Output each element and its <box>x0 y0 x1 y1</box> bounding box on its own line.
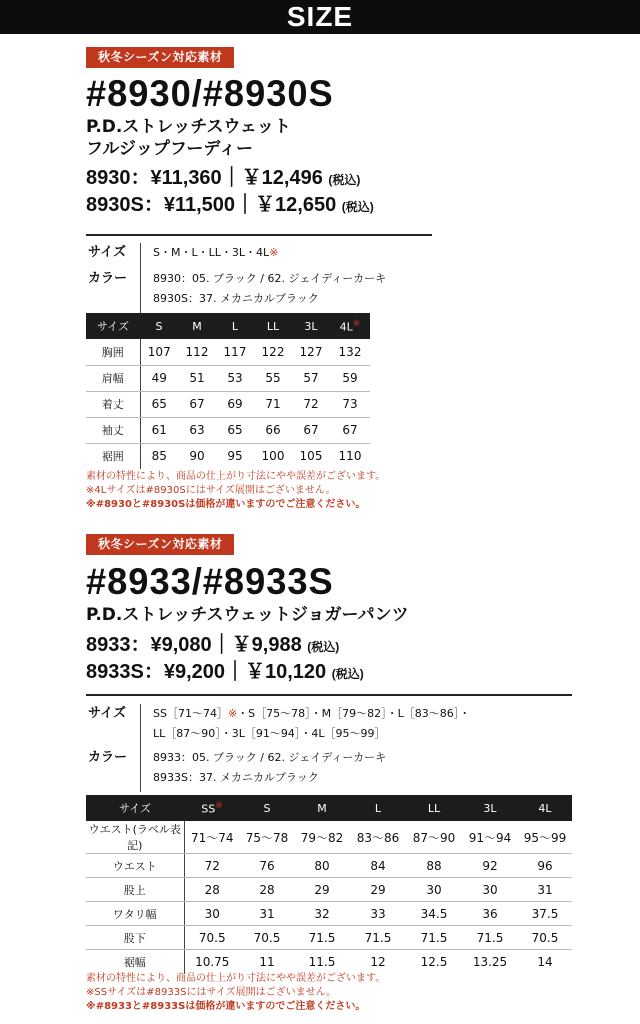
price-line-8930 <box>86 166 586 193</box>
table-cell: 36 <box>462 902 518 926</box>
table-cell: 72 <box>184 854 240 878</box>
table-cell: 73 <box>330 391 370 417</box>
table-row <box>86 854 572 878</box>
table-cell: 29 <box>350 878 406 902</box>
size-column-header <box>518 795 572 821</box>
model-number: #8933/#8933S <box>86 561 334 602</box>
color-label: カラー <box>86 269 141 313</box>
product-section-8933 <box>86 533 586 687</box>
row-label: 股上 <box>86 878 184 902</box>
table-cell: 75〜78 <box>240 821 294 854</box>
product-name-line1: P.D.ストレッチスウェット <box>86 117 291 137</box>
table-cell: 71 <box>254 391 292 417</box>
column-mark: ※ <box>215 800 223 811</box>
table-cell: 84 <box>350 854 406 878</box>
note-line: ※SSサイズは#8933Sにはサイズ展開はございません。 <box>86 987 337 998</box>
table-cell: 34.5 <box>406 902 462 926</box>
table-cell: 30 <box>406 878 462 902</box>
table-cell: 95 <box>227 449 243 464</box>
row-label: 裾囲 <box>86 443 140 469</box>
table-cell: 71.5 <box>406 926 462 950</box>
table-cell: 96 <box>518 854 572 878</box>
column-label: 4L <box>339 320 353 334</box>
table-cell: 71.5 <box>294 926 350 950</box>
size-column-header <box>140 313 178 339</box>
color-line: 8930S：37. メカニカルブラック <box>153 292 319 305</box>
column-label: 3L <box>304 319 318 333</box>
color-values <box>141 269 386 313</box>
table-cell: 117 <box>216 339 254 365</box>
table-cell: 70.5 <box>518 926 572 950</box>
size-list-1: ・S［75〜78］・M［79〜82］・L［83〜86］・ <box>237 707 471 720</box>
price-line-8933 <box>86 633 586 660</box>
table-cell: 95〜99 <box>518 821 572 854</box>
color-spec-row <box>86 748 572 792</box>
row-label: 着丈 <box>86 391 140 417</box>
note-line-warning: ※#8930と#8930Sは価格が違いますのでご注意ください。 <box>86 499 366 510</box>
table-cell: 37.5 <box>518 902 572 926</box>
size-mark: ※ <box>269 246 279 259</box>
table-cell: 67 <box>292 417 330 443</box>
tax-label: (税込) <box>331 667 364 681</box>
color-line: 8933：05. ブラック / 62. ジェイディーカーキ <box>153 751 387 764</box>
size-list-2: LL［87〜90］・3L［91〜94］・4L［95〜99］ <box>153 727 386 740</box>
table-cell: 31 <box>518 878 572 902</box>
size-spec-row <box>86 236 432 269</box>
table-row <box>86 339 370 365</box>
note-line: ※4Lサイズは#8930Sにはサイズ展開はございません。 <box>86 485 336 496</box>
table-cell: 70.5 <box>240 926 294 950</box>
spec-block-8930 <box>86 230 432 313</box>
table-cell: 71.5 <box>462 926 518 950</box>
size-table-8930 <box>86 313 370 469</box>
table-cell: 31 <box>240 902 294 926</box>
row-label: 肩幅 <box>86 365 140 391</box>
table-cell: 29 <box>294 878 350 902</box>
note-line: 素材の特性により、商品の仕上がり寸法にやや誤差がございます。 <box>86 471 386 482</box>
column-label: S <box>155 319 163 333</box>
tax-label: (税込) <box>341 200 374 214</box>
row-label: 裾幅 <box>86 950 184 974</box>
table-cell: 85 <box>151 449 167 464</box>
table-cell: 57 <box>292 365 330 391</box>
table-cell: 55 <box>254 365 292 391</box>
table-cell: 33 <box>350 902 406 926</box>
table-cell: 12.5 <box>420 954 448 969</box>
size-column-header <box>254 313 292 339</box>
table-cell: 83〜86 <box>350 821 406 854</box>
table-cell: 49 <box>140 365 178 391</box>
table-row <box>86 902 572 926</box>
table-cell: 30 <box>184 902 240 926</box>
table-cell: 65 <box>216 417 254 443</box>
size-column-header <box>330 313 370 339</box>
table-cell: 67 <box>178 391 216 417</box>
table-cell: 87〜90 <box>406 821 462 854</box>
season-badge: 秋冬シーズン対応素材 <box>86 47 234 68</box>
color-spec-row <box>86 269 432 313</box>
table-cell: 132 <box>330 339 370 365</box>
size-list: S・M・L・LL・3L・4L <box>153 246 270 259</box>
column-label: L <box>374 801 382 815</box>
row-label: ワタリ幅 <box>86 902 184 926</box>
table-row <box>86 950 572 974</box>
table-row <box>86 821 572 854</box>
color-line: 8930：05. ブラック / 62. ジェイディーカーキ <box>153 272 387 285</box>
table-cell: 59 <box>330 365 370 391</box>
color-values <box>141 748 386 792</box>
table-cell: 107 <box>140 339 178 365</box>
table-cell: 92 <box>462 854 518 878</box>
column-label: S <box>263 801 271 815</box>
note-line-warning: ※#8933と#8933Sは価格が違いますのでご注意ください。 <box>86 1001 366 1012</box>
table-corner-label: サイズ <box>86 313 140 339</box>
tax-label: (税込) <box>307 640 340 654</box>
table-cell: 11 <box>259 954 275 969</box>
row-label: 胸囲 <box>86 339 140 365</box>
size-column-header <box>462 795 518 821</box>
size-column-header <box>240 795 294 821</box>
size-item-ss: SS［71〜74］ <box>153 707 228 720</box>
table-cell: 112 <box>178 339 216 365</box>
table-cell: 72 <box>292 391 330 417</box>
spec-divider <box>86 234 432 313</box>
table-cell: 10.75 <box>195 954 230 969</box>
table-cell: 80 <box>294 854 350 878</box>
size-label: サイズ <box>86 704 141 748</box>
spec-divider <box>86 694 572 792</box>
table-cell: 105 <box>299 449 323 464</box>
table-cell: 14 <box>537 954 553 969</box>
page-header <box>0 0 640 34</box>
table-row <box>86 417 370 443</box>
table-header-row <box>86 795 572 821</box>
size-column-header <box>406 795 462 821</box>
price-text: 8930S：¥11,500｜￥12,650 <box>86 194 337 216</box>
note-line: 素材の特性により、商品の仕上がり寸法にやや誤差がございます。 <box>86 973 386 984</box>
table-cell: 51 <box>178 365 216 391</box>
column-label: LL <box>266 319 280 333</box>
column-label: M <box>192 319 202 333</box>
table-cell: 88 <box>406 854 462 878</box>
price-line-8930s <box>86 193 586 220</box>
size-column-header <box>294 795 350 821</box>
table-row <box>86 443 370 469</box>
size-table-8933 <box>86 795 572 974</box>
size-column-header <box>292 313 330 339</box>
size-column-header <box>350 795 406 821</box>
column-label: SS <box>201 802 216 816</box>
table-cell: 53 <box>216 365 254 391</box>
table-cell: 11.5 <box>308 954 336 969</box>
color-line: 8933S：37. メカニカルブラック <box>153 771 319 784</box>
table-row <box>86 878 572 902</box>
table-cell: 70.5 <box>184 926 240 950</box>
table-cell: 65 <box>140 391 178 417</box>
price-line-8933s <box>86 660 586 687</box>
table-cell: 13.25 <box>472 954 508 969</box>
size-spec-row <box>86 696 572 748</box>
table-header-row <box>86 313 370 339</box>
table-cell: 71〜74 <box>184 821 240 854</box>
header-title: SIZE <box>286 1 354 32</box>
table-cell: 100 <box>261 449 285 464</box>
table-cell: 76 <box>240 854 294 878</box>
table-cell: 63 <box>178 417 216 443</box>
table-cell: 28 <box>240 878 294 902</box>
table-row <box>86 391 370 417</box>
table-cell: 71.5 <box>350 926 406 950</box>
row-label: ウエスト <box>86 854 184 878</box>
size-column-header <box>216 313 254 339</box>
product-name-line2: フルジップフーディー <box>86 139 254 159</box>
notes-8933 <box>86 972 385 1014</box>
size-label: サイズ <box>86 243 141 269</box>
table-cell: 122 <box>254 339 292 365</box>
table-cell: 127 <box>292 339 330 365</box>
season-badge: 秋冬シーズン対応素材 <box>86 534 234 555</box>
table-row <box>86 926 572 950</box>
table-cell: 67 <box>330 417 370 443</box>
spec-block-8933 <box>86 690 572 792</box>
column-label: 4L <box>538 801 552 815</box>
column-label: LL <box>427 801 441 815</box>
row-label: 袖丈 <box>86 417 140 443</box>
size-column-header <box>178 313 216 339</box>
column-label: 3L <box>483 801 497 815</box>
color-label: カラー <box>86 748 141 792</box>
product-section-8930 <box>86 46 586 220</box>
table-cell: 69 <box>216 391 254 417</box>
row-label: 股下 <box>86 926 184 950</box>
column-label: M <box>317 801 327 815</box>
table-cell: 110 <box>338 449 362 464</box>
size-column-header <box>184 795 240 821</box>
table-cell: 66 <box>254 417 292 443</box>
tax-label: (税込) <box>328 173 361 187</box>
row-label: ウエスト(ラベル表記) <box>86 821 184 854</box>
price-text: 8930：¥11,360｜￥12,496 <box>86 167 323 189</box>
price-text: 8933：¥9,080｜￥9,988 <box>86 634 302 656</box>
notes-8930 <box>86 470 385 512</box>
column-label: L <box>231 319 239 333</box>
table-row <box>86 365 370 391</box>
table-cell: 79〜82 <box>294 821 350 854</box>
table-cell: 30 <box>462 878 518 902</box>
product-name-line1: P.D.ストレッチスウェットジョガーパンツ <box>86 605 409 625</box>
table-corner-label: サイズ <box>86 795 184 821</box>
table-cell: 12 <box>370 954 386 969</box>
table-cell: 32 <box>294 902 350 926</box>
table-cell: 90 <box>189 449 205 464</box>
price-text: 8933S：¥9,200｜￥10,120 <box>86 661 327 683</box>
table-cell: 91〜94 <box>462 821 518 854</box>
column-mark: ※ <box>352 318 361 329</box>
table-cell: 61 <box>140 417 178 443</box>
model-number: #8930/#8930S <box>86 73 334 114</box>
size-values <box>141 243 278 269</box>
table-cell: 28 <box>184 878 240 902</box>
size-values <box>141 704 470 748</box>
size-mark: ※ <box>227 707 238 720</box>
